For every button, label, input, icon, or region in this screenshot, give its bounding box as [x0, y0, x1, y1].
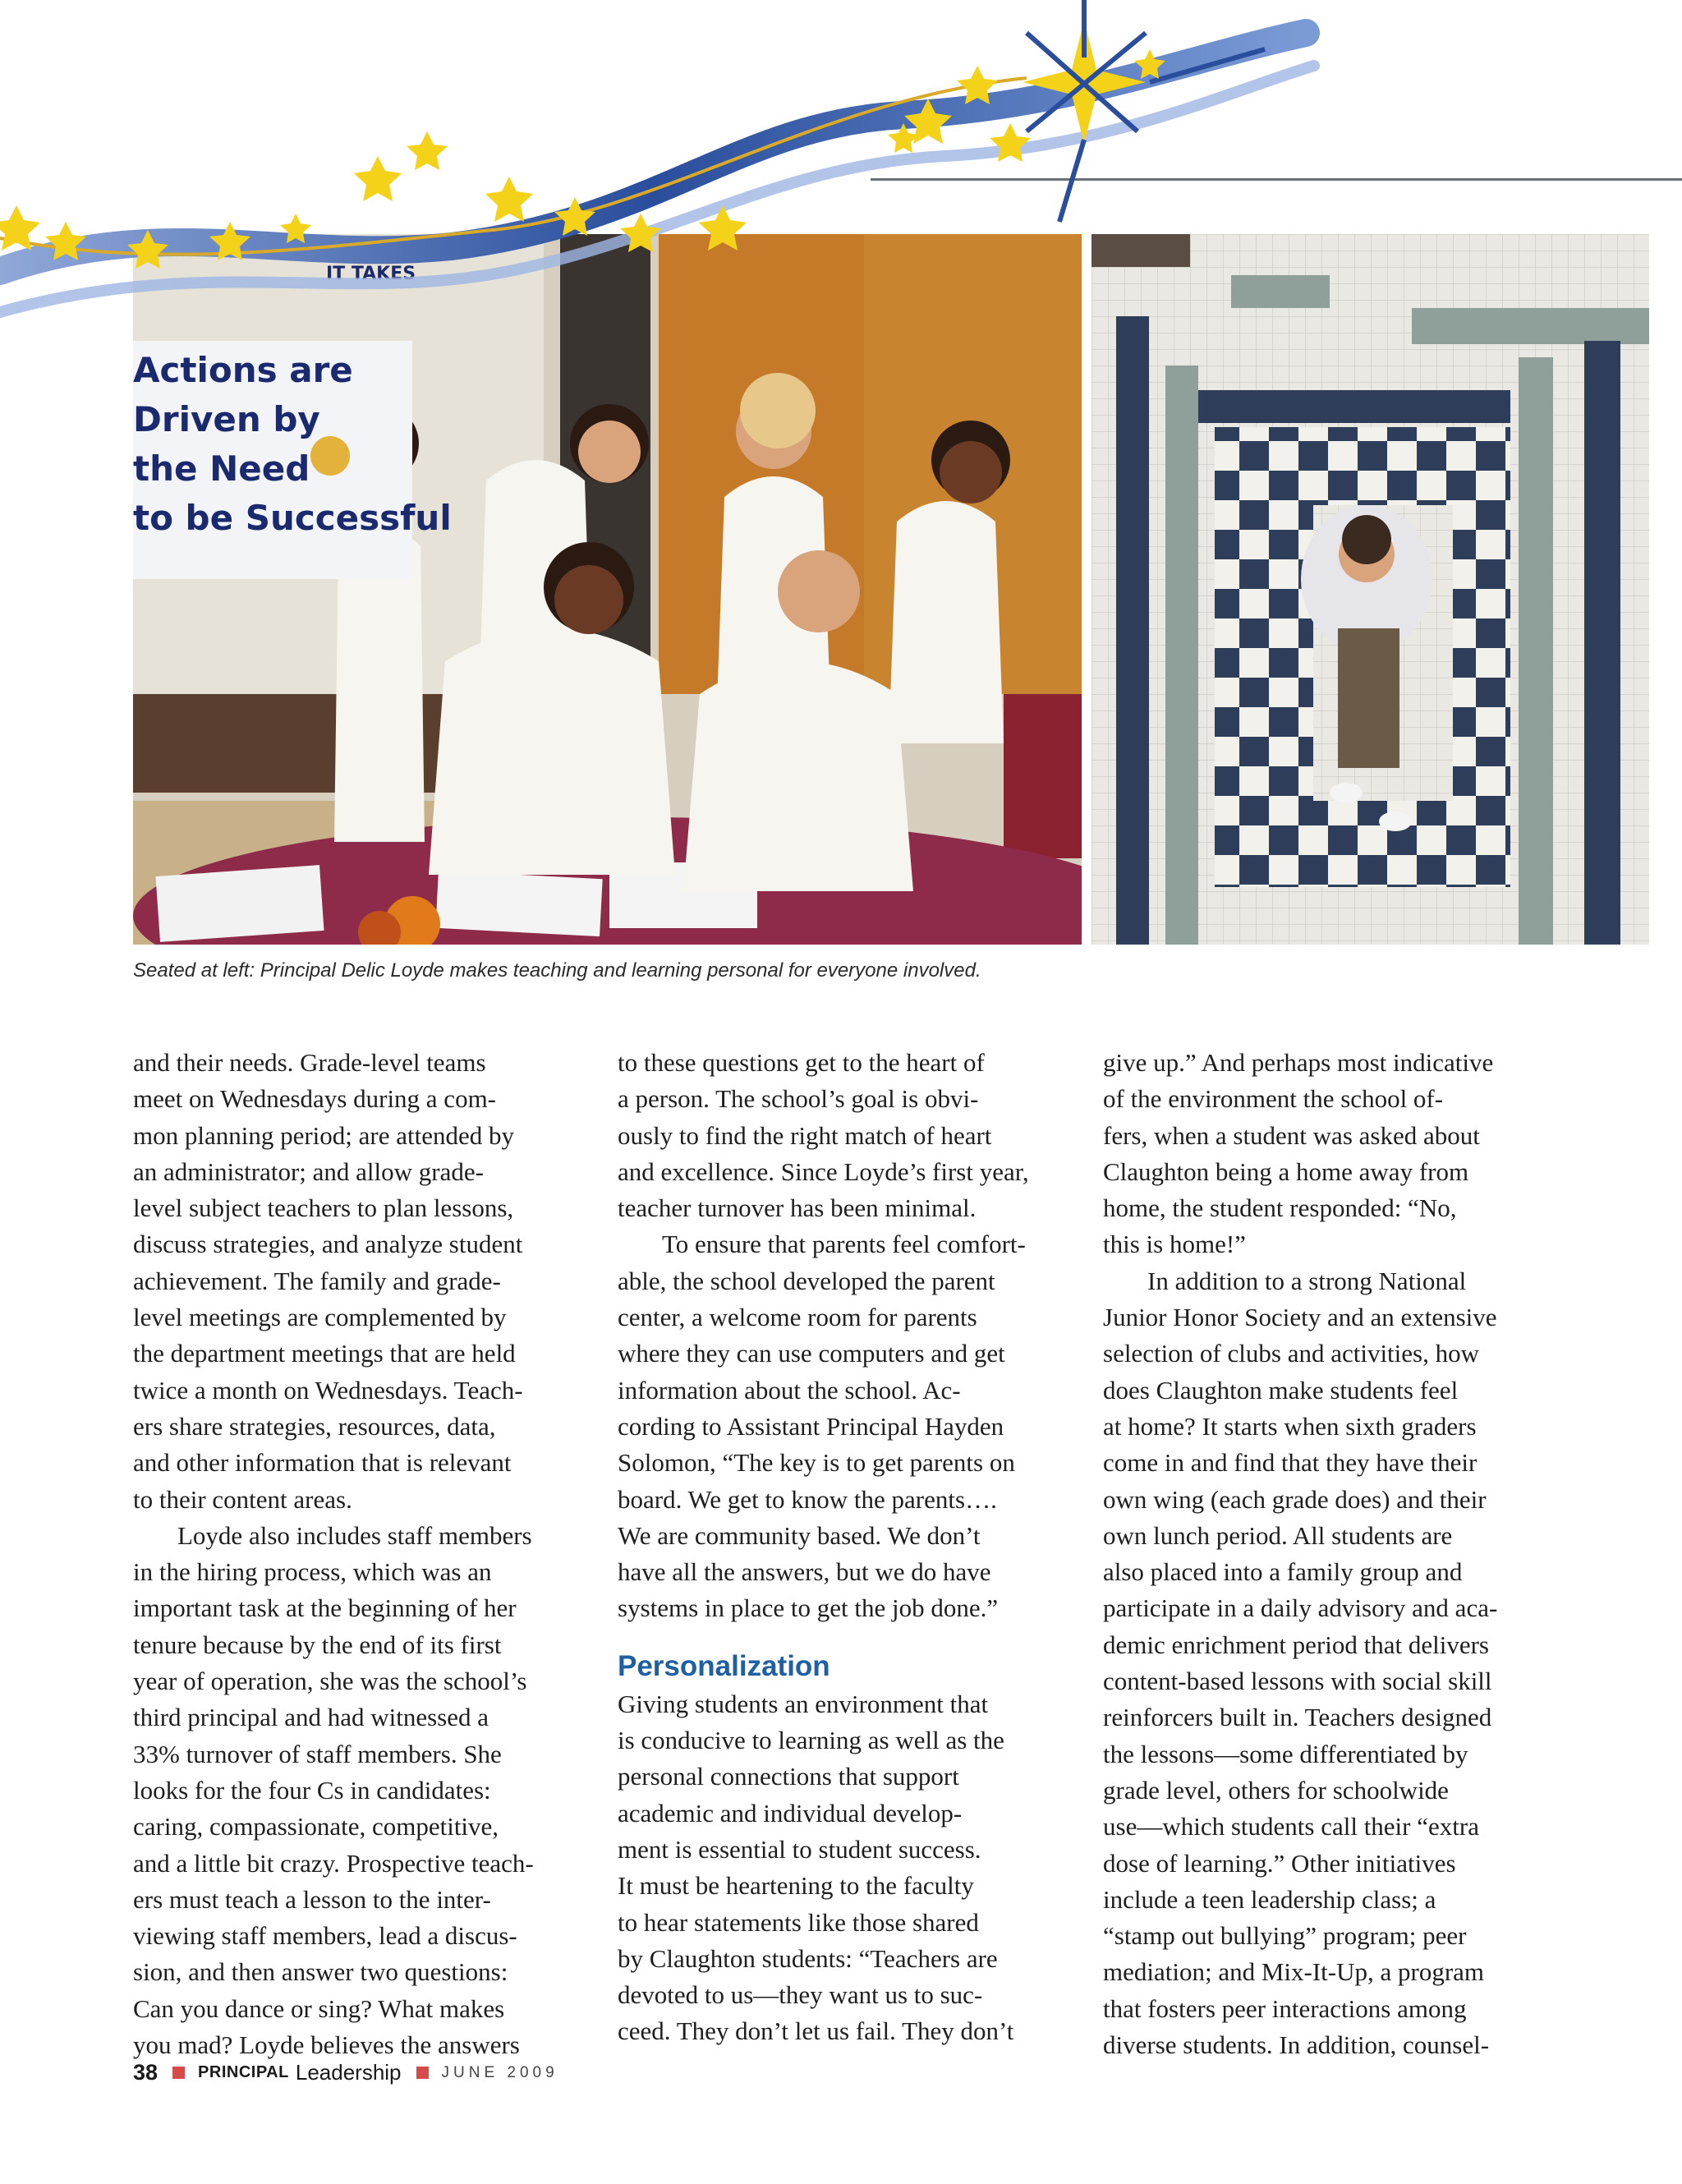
page-footer: [133, 2060, 558, 2085]
text-column-1: [133, 1045, 577, 2063]
section-heading-personalization: Personalization: [618, 1649, 830, 1682]
text-column-3: [1103, 1045, 1546, 2063]
text-column-2: [618, 1045, 1061, 2050]
banner-line-2: Driven by: [133, 399, 320, 439]
footer-square-icon: [416, 2067, 429, 2079]
banner-line-1: Actions are: [133, 350, 353, 390]
paragraph: Loyde also includes staff members in the hiring process, which was an important task at the beginning of her tenure because by the end of its first year of operation, she was the school’s third principal and had witnessed a 33% turnover of staff members. She looks for the four Cs in candidates: caring, compassionate, competitive, and a little bit crazy. Prospective teach- ers must teach a lesson to the inter- viewing staff members, lead a discus- sion, and then answer two questions: Can you dance or sing? What makes you mad? Loyde believes the answers: [133, 1520, 534, 2060]
banner-line-4: to be Successful: [133, 498, 452, 538]
stars-swoosh-banner: [0, 0, 1363, 353]
photo-caption: Seated at left: Principal Delic Loyde makes teaching and learning personal for everyone involved.: [133, 959, 981, 982]
publication-name: Leadership: [295, 2060, 402, 2085]
paragraph: and their needs. Grade-level teams meet on Wednesdays during a com- mon planning period; are attended by an administrator; and allow grade- level subject teachers to plan lessons, discuss strategies, and analyze student achievement. The family and grade- level meetings are complemented by the department meetings that are held twice a month on Wednesdays. Teach- ers share strategies, resources, data, and other information that is relevant to their content areas.: [133, 1048, 523, 1514]
paragraph: In addition to a strong National Junior Honor Society and an extensive selection of clubs and activities, how does Claughton make students feel at home? It starts when sixth graders come in and find that they have their own wing (each grade does) and their own lunch period. All students are also placed into a family group and participate in a daily advisory and aca- demic enrichment period that delivers content-based lessons with social skill reinforcers built in. Teachers designed the lessons—some differentiated by grade level, others for schoolwide use—which students call their “extra dose of learning.” Other initiatives include a teen leadership class; a “stamp out bullying” program; peer mediation; and Mix-It-Up, a program that fosters peer interactions among diverse students. In addition, counsel-: [1103, 1266, 1498, 2060]
issue-date: JUNE 2009: [441, 2063, 558, 2081]
banner-small-text: IT TAKES: [326, 264, 416, 284]
paragraph: give up.” And perhaps most indicative of the environment the school of- fers, when a student was asked about Claughton being a home away from home, the student responded: “No, this is home!”: [1103, 1048, 1494, 1259]
footer-square-icon: [172, 2067, 185, 2079]
paragraph: to these questions get to the heart of a person. The school’s goal is obvi- ously to find the right match of heart and excellence. Since Loyde’s first year, teacher turnover has been minimal.: [618, 1048, 1029, 1223]
medal-icon: [310, 436, 350, 476]
paragraph: Giving students an environment that is conducive to learning as well as the personal connections that support academic and individual develop- ment is essential to student success. It must be heartening to the faculty to hear statements like those shared by Claughton students: “Teachers are devoted to us—they want us to suc- ceed. They don’t let us fail. They don’t: [618, 1689, 1014, 2046]
banner-line-3: the Need: [133, 448, 310, 489]
page-number: 38: [133, 2060, 159, 2085]
publication-name-bold: PRINCIPAL: [198, 2063, 289, 2081]
paragraph: To ensure that parents feel comfort- able, the school developed the parent center, a welcome room for parents where they can use computers and get information about the school. Ac- cording to Assistant Principal Hayden Solomon, “The key is to get parents on board. We get to know the parents…. We are community based. We don’t have all the answers, but we do have systems in place to get the job done.”: [618, 1230, 1026, 1623]
